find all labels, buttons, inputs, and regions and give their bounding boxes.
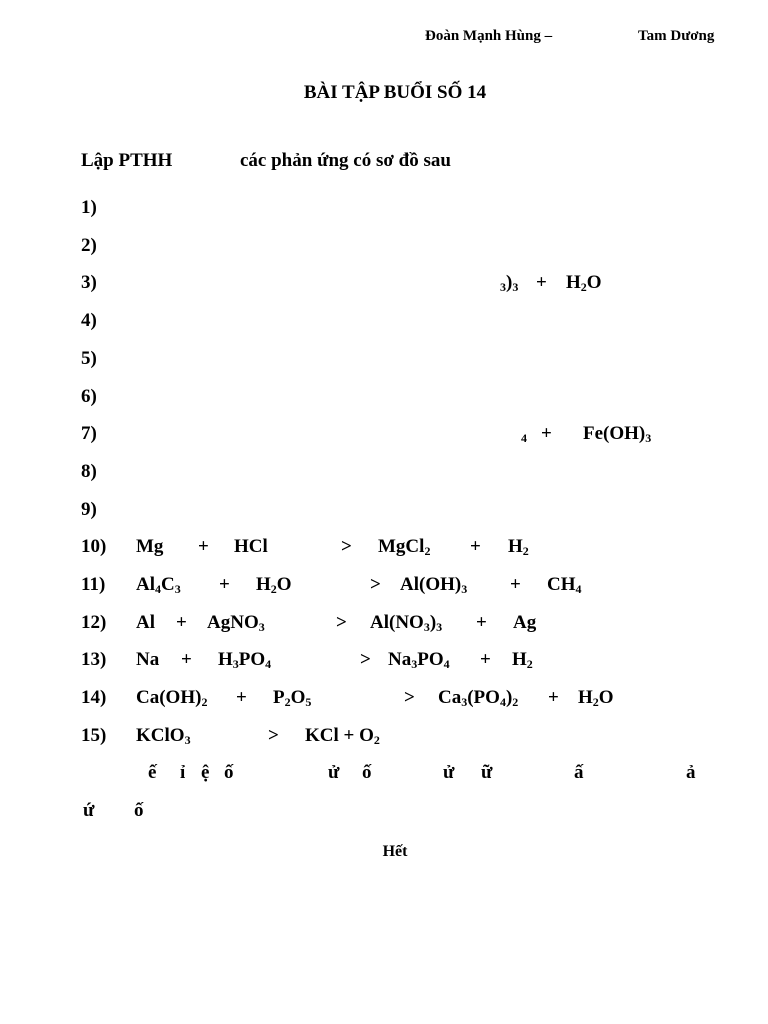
formula: Al xyxy=(136,612,155,633)
problem-number: 7) xyxy=(81,423,97,444)
formula: AgNO$_3$ xyxy=(207,612,265,634)
problem-number: 14) xyxy=(81,687,107,708)
problem-number: 5) xyxy=(81,348,97,369)
formula: Na xyxy=(136,649,160,670)
formula: $Al(NO_3)_3$ xyxy=(370,612,443,634)
text-fragment: ả xyxy=(686,762,696,783)
text-fragment: ệ xyxy=(201,762,210,783)
text-fragment: ố xyxy=(134,800,144,821)
formula: $H_2$ xyxy=(508,536,529,558)
equation-partial: $_3)_3$ xyxy=(500,272,519,294)
arrow: > xyxy=(341,536,352,557)
problem-number: 6) xyxy=(81,386,97,407)
problem-number: 2) xyxy=(81,235,97,256)
text-fragment: ữ xyxy=(481,762,493,783)
plus-sign: + xyxy=(181,649,192,670)
problem-row xyxy=(0,272,768,310)
equation-product: $Fe(OH)_3$ xyxy=(583,423,652,445)
plus-sign: + xyxy=(476,612,487,633)
plus-sign: + xyxy=(219,574,230,595)
formula: $H_3PO_4$ xyxy=(218,649,272,671)
text-fragment: ấ xyxy=(574,762,584,783)
formula: HCl xyxy=(234,536,268,557)
text-fragment: ố xyxy=(362,762,372,783)
formula: $Al(OH)_3$ xyxy=(400,574,468,596)
school-place: Tam Dương xyxy=(638,28,715,44)
arrow: > xyxy=(404,687,415,708)
formula: Mg xyxy=(136,536,164,557)
problem-number: 3) xyxy=(81,272,97,293)
problem-number: 15) xyxy=(81,725,107,746)
arrow: > xyxy=(268,725,279,746)
problem-row xyxy=(0,235,768,273)
formula: $P_2O_5$ xyxy=(273,687,312,709)
problem-row xyxy=(0,536,768,574)
problem-number: 12) xyxy=(81,612,107,633)
problem-row xyxy=(0,687,768,725)
problem-row xyxy=(0,386,768,424)
equation-partial: 4 xyxy=(521,431,527,445)
problem-row xyxy=(0,649,768,687)
problem-number: 11) xyxy=(81,574,106,595)
formula: $Al_4C_3$ xyxy=(136,574,181,596)
instruction-part-1: Lập PTHH xyxy=(81,150,173,171)
formula: KClO$_3$ xyxy=(136,725,191,747)
problem-number: 10) xyxy=(81,536,107,557)
formula: $Ca(OH)_2$ xyxy=(136,687,208,709)
formula: $H_2O$ xyxy=(578,687,614,709)
problem-number: 8) xyxy=(81,461,97,482)
plus-sign: + xyxy=(541,423,552,444)
plus-sign: + xyxy=(536,272,547,293)
formula: $Ca_3(PO_4)_2$ xyxy=(438,687,519,709)
text-fragment: ố xyxy=(224,762,234,783)
arrow: > xyxy=(360,649,371,670)
formula: KCl + $O_2$ xyxy=(305,725,380,747)
text-fragment: ỉ xyxy=(180,762,186,783)
problem-row xyxy=(0,197,768,235)
plus-sign: + xyxy=(470,536,481,557)
text-fragment: ử xyxy=(443,762,455,783)
problem-row xyxy=(0,310,768,348)
problem-row xyxy=(0,461,768,499)
arrow: > xyxy=(370,574,381,595)
problem-number: 4) xyxy=(81,310,97,331)
problem-row xyxy=(0,423,768,461)
problem-row xyxy=(0,348,768,386)
plus-sign: + xyxy=(176,612,187,633)
formula: $H_2O$ xyxy=(256,574,292,596)
text-fragment: ử xyxy=(328,762,340,783)
formula: Ag xyxy=(513,612,537,633)
problem-row xyxy=(0,725,768,763)
problem-row xyxy=(0,574,768,612)
problem-row xyxy=(0,499,768,537)
problem-number: 13) xyxy=(81,649,107,670)
formula: $CH_4$ xyxy=(547,574,582,596)
author-name: Đoàn Mạnh Hùng – xyxy=(425,28,553,44)
end-marker: Hết xyxy=(382,843,408,860)
instruction-part-2: các phản ứng có sơ đồ sau xyxy=(240,150,451,171)
problem-number: 9) xyxy=(81,499,97,520)
text-fragment: ứ xyxy=(83,800,95,821)
plus-sign: + xyxy=(236,687,247,708)
formula: $Na_3PO_4$ xyxy=(388,649,450,671)
formula: $H_2$ xyxy=(512,649,533,671)
plus-sign: + xyxy=(480,649,491,670)
plus-sign: + xyxy=(510,574,521,595)
equation-product: $H_2O$ xyxy=(566,272,602,294)
problem-number: 1) xyxy=(81,197,97,218)
arrow: > xyxy=(336,612,347,633)
problem-row xyxy=(0,612,768,650)
plus-sign: + xyxy=(198,536,209,557)
formula: MgCl$_2$ xyxy=(378,536,431,558)
page-title: BÀI TẬP BUỔI SỐ 14 xyxy=(303,82,487,103)
text-fragment: ế xyxy=(148,762,157,783)
plus-sign: + xyxy=(548,687,559,708)
